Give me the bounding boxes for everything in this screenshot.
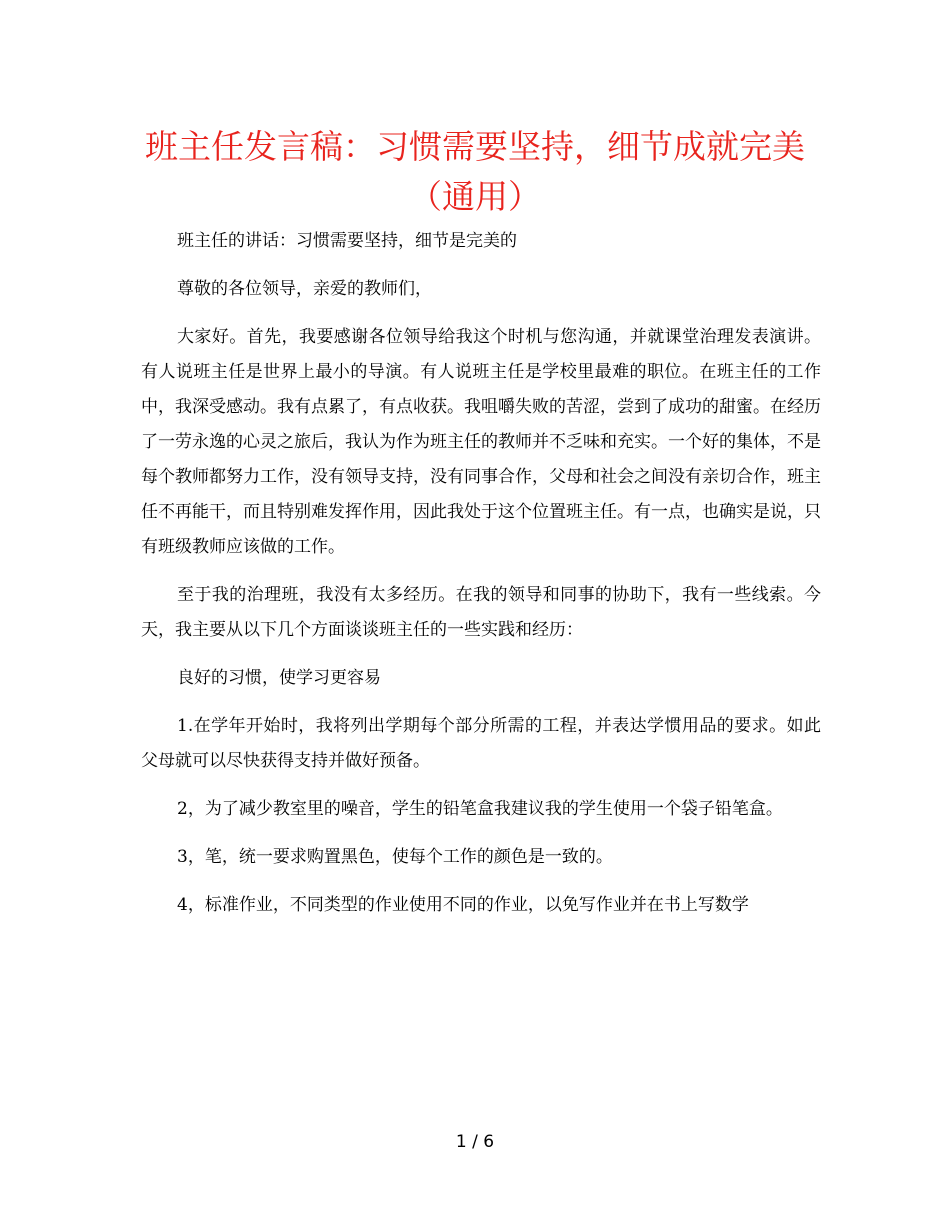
paragraph-section-heading: 良好的习惯，使学习更容易 <box>177 668 381 688</box>
paragraph-item-1: 1.在学年开始时，我将列出学期每个部分所需的工程，并表达学惯用品的要求。如此父母就可以尽快获得支持并做好预备。 <box>141 716 821 771</box>
document-title <box>120 122 830 222</box>
paragraph-item-2: 2，为了减少教室里的噪音，学生的铅笔盒我建议我的学生使用一个袋子铅笔盒。 <box>177 799 783 819</box>
paragraph-speech-heading: 班主任的讲话：习惯需要坚持，细节是完美的 <box>177 231 517 251</box>
page-number: 1 / 6 <box>455 1132 495 1152</box>
paragraph-item-3: 3，笔，统一要求购置黑色，使每个工作的颜色是一致的。 <box>177 847 613 867</box>
paragraph-item-4: 4，标准作业，不同类型的作业使用不同的作业，以免写作业并在书上写数学 <box>177 895 749 915</box>
title-line-2: （通用） <box>409 177 541 216</box>
paragraph-salutation: 尊敬的各位领导，亲爱的教师们， <box>177 279 432 299</box>
paragraph-management-overview: 至于我的治理班，我没有太多经历。在我的领导和同事的协助下，我有一些线索。今天，我主要从以下几个方面谈谈班主任的一些实践和经历： <box>141 585 821 640</box>
title-line-1: 班主任发言稿：习惯需要坚持，细节成就完美 <box>145 127 805 166</box>
document-body <box>141 224 821 936</box>
paragraph-introduction: 大家好。首先，我要感谢各位领导给我这个时机与您沟通，并就课堂治理发表演讲。有人说班主任是世界上最小的导演。有人说班主任是学校里最难的职位。在班主任的工作中，我深受感动。我有点累了，有点收获。我咀嚼失败的苦涩，尝到了成功的甜蜜。在经历了一劳永逸的心灵之旅后，我认为作为班主任的教师并不乏味和充实。一个好的集体，不是每个教师都努力工作，没有领导支持，没有同事合作，父母和社会之间没有亲切合作，班主任不再能干，而且特别难发挥作用，因此我处于这个位置班主任。有一点，也确实是说，只有班级教师应该做的工作。 <box>141 327 821 557</box>
